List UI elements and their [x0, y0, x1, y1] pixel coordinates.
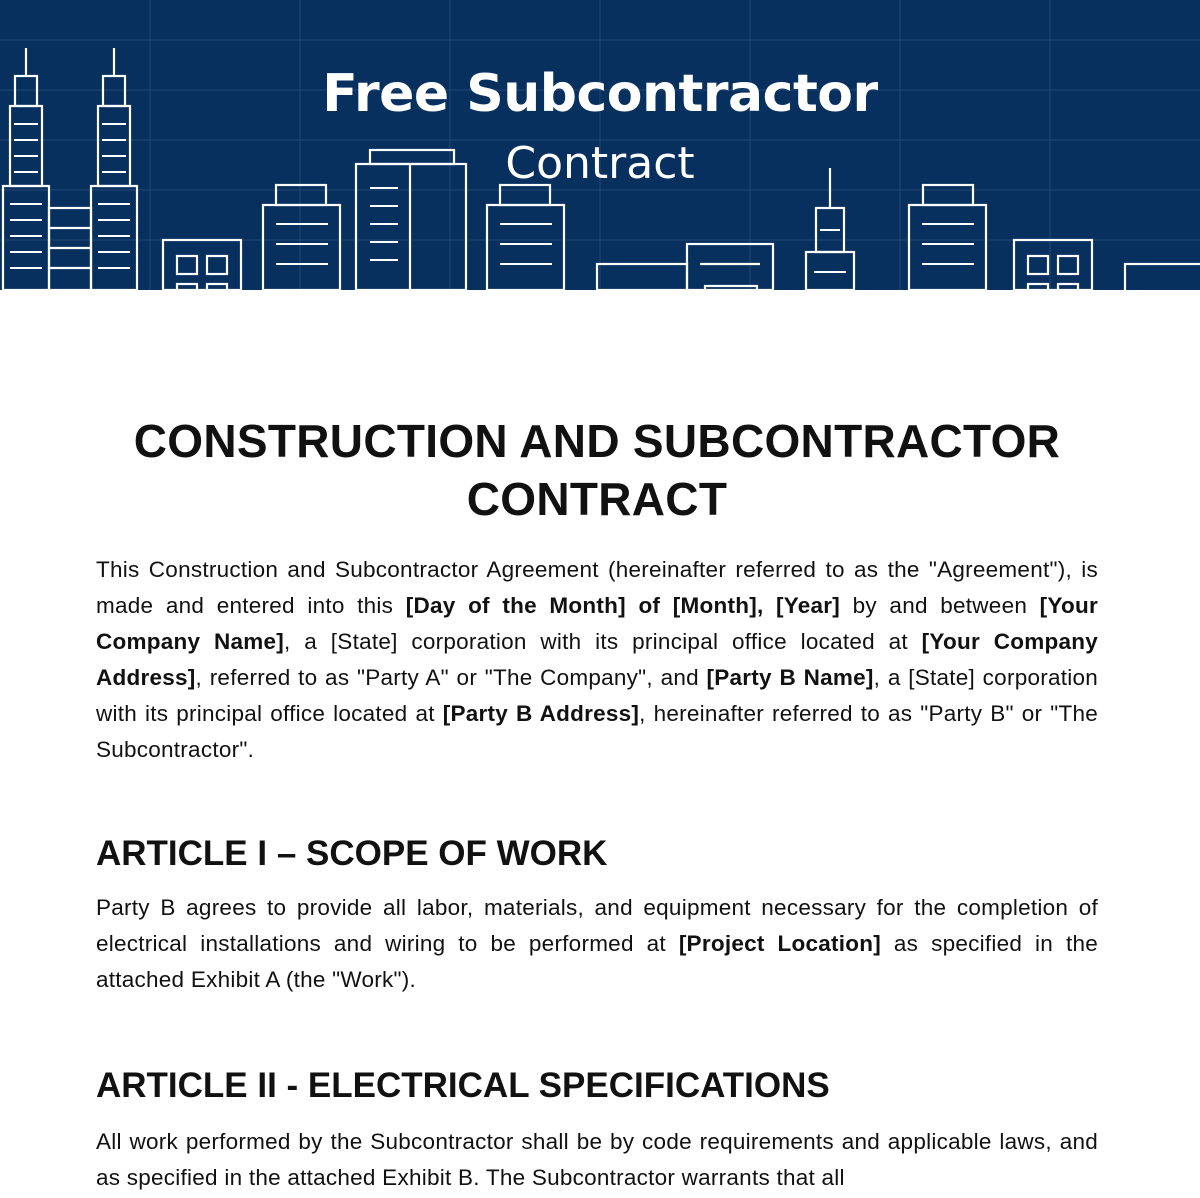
text-segment: as specified in the attached Exhibit A (the "Work").	[96, 931, 1099, 992]
placeholder-field: [Project Location]	[678, 931, 881, 956]
text-segment: , referred to as "Party A" or "The Company", and	[195, 665, 707, 690]
text-segment: , a [State] corporation with its principal office located at	[96, 665, 1099, 726]
text-segment: Party B agrees to provide all labor, materials, and equipment necessary for the completion of electrical installations and wiring to be performed at	[96, 895, 1098, 956]
placeholder-field: [Party B Name]	[706, 665, 874, 690]
text-segment: by and between	[840, 593, 1040, 618]
placeholder-field: [Party B Address]	[442, 701, 640, 726]
text-segment: All work performed by the Subcontractor shall be by code requirements and applicable laws, and as specified in the attached Exhibit B. The Subcontractor warrants that all	[96, 1129, 1098, 1190]
article-1-paragraph	[96, 890, 1098, 998]
intro-paragraph	[96, 552, 1098, 768]
banner-title: Free Subcontractor	[322, 64, 878, 124]
text-segment: This Construction and Subcontractor Agreement (hereinafter referred to as the "Agreement"), is made and entered into this	[96, 557, 1098, 618]
article-2-paragraph	[96, 1124, 1098, 1196]
banner-subtitle: Contract	[505, 138, 695, 189]
article-2-heading: ARTICLE II - ELECTRICAL SPECIFICATIONS	[96, 1066, 830, 1105]
placeholder-field: [Your Company Name]	[96, 593, 1098, 654]
header-banner	[0, 0, 1200, 290]
document-body	[96, 412, 1098, 1196]
text-segment: , a [State] corporation with its principal office located at	[284, 629, 922, 654]
article-1-heading: ARTICLE I – SCOPE OF WORK	[96, 834, 608, 873]
placeholder-field: [Day of the Month] of [Month], [Year]	[405, 593, 841, 618]
placeholder-field: [Your Company Address]	[96, 629, 1098, 690]
text-segment: , hereinafter referred to as "Party B" or "The Subcontractor".	[96, 701, 1098, 762]
document-title: CONSTRUCTION AND SUBCONTRACTOR CONTRACT	[133, 415, 1061, 525]
